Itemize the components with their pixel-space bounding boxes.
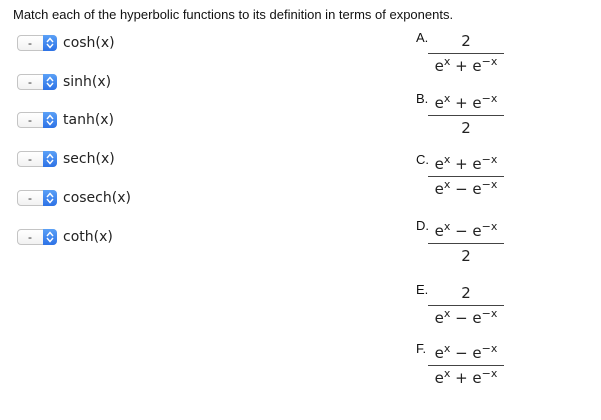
fraction-bar xyxy=(428,53,504,54)
fraction-numerator: $e^x + e^{-x}$ xyxy=(434,153,498,173)
match-select[interactable] xyxy=(17,151,57,167)
function-label: sech(x) xyxy=(63,151,115,167)
option-fraction xyxy=(428,32,504,75)
fraction-numerator: 2 xyxy=(461,284,471,302)
option-letter: E. xyxy=(416,282,429,297)
select-value: - xyxy=(28,191,32,205)
option-fraction xyxy=(428,94,504,137)
fraction-bar xyxy=(428,176,504,177)
fraction-denominator: $e^x - e^{-x}$ xyxy=(434,307,498,327)
up-down-arrows-icon xyxy=(43,35,57,51)
select-value: - xyxy=(28,75,32,89)
option-letter: C. xyxy=(416,152,429,167)
match-select[interactable] xyxy=(17,112,57,128)
up-down-arrows-icon xyxy=(43,74,57,90)
fraction-denominator: $e^x + e^{-x}$ xyxy=(434,55,498,75)
select-value: - xyxy=(28,113,32,127)
fraction-bar xyxy=(428,365,504,366)
select-value: - xyxy=(28,152,32,166)
fraction-numerator: $e^x - e^{-x}$ xyxy=(434,342,498,362)
fraction-denominator: $e^x - e^{-x}$ xyxy=(434,178,498,198)
function-label: coth(x) xyxy=(63,229,113,245)
match-select[interactable] xyxy=(17,74,57,90)
option-fraction xyxy=(428,222,504,265)
fraction-bar xyxy=(428,115,504,116)
match-row xyxy=(17,228,113,246)
match-select[interactable] xyxy=(17,190,57,206)
function-label: tanh(x) xyxy=(63,112,115,128)
match-row xyxy=(17,73,111,91)
option-letter: D. xyxy=(416,218,429,233)
instruction-text: Match each of the hyperbolic functions to its definition in terms of exponents. xyxy=(13,7,454,22)
select-value: - xyxy=(28,230,32,244)
match-select[interactable] xyxy=(17,229,57,245)
up-down-arrows-icon xyxy=(43,151,57,167)
match-select[interactable] xyxy=(17,35,57,51)
option-letter: B. xyxy=(416,91,429,106)
fraction-denominator: 2 xyxy=(461,247,471,265)
fraction-numerator: 2 xyxy=(461,32,471,50)
match-row xyxy=(17,34,115,52)
select-value: - xyxy=(28,36,32,50)
fraction-numerator: $e^x - e^{-x}$ xyxy=(434,220,498,240)
option-letter: F. xyxy=(416,341,427,356)
option-fraction xyxy=(428,155,504,198)
fraction-denominator: 2 xyxy=(461,119,471,137)
function-label: sinh(x) xyxy=(63,74,112,90)
up-down-arrows-icon xyxy=(43,229,57,245)
match-row xyxy=(17,189,131,207)
up-down-arrows-icon xyxy=(43,190,57,206)
match-row xyxy=(17,111,114,129)
fraction-bar xyxy=(428,305,504,306)
fraction-numerator: $e^x + e^{-x}$ xyxy=(434,92,498,112)
fraction-bar xyxy=(428,243,504,244)
up-down-arrows-icon xyxy=(43,112,57,128)
option-letter: A. xyxy=(416,30,429,45)
fraction-denominator: $e^x + e^{-x}$ xyxy=(434,367,498,387)
function-label: cosh(x) xyxy=(63,35,115,51)
match-row xyxy=(17,150,115,168)
function-label: cosech(x) xyxy=(63,190,131,206)
option-fraction xyxy=(428,344,504,387)
option-fraction xyxy=(428,284,504,327)
